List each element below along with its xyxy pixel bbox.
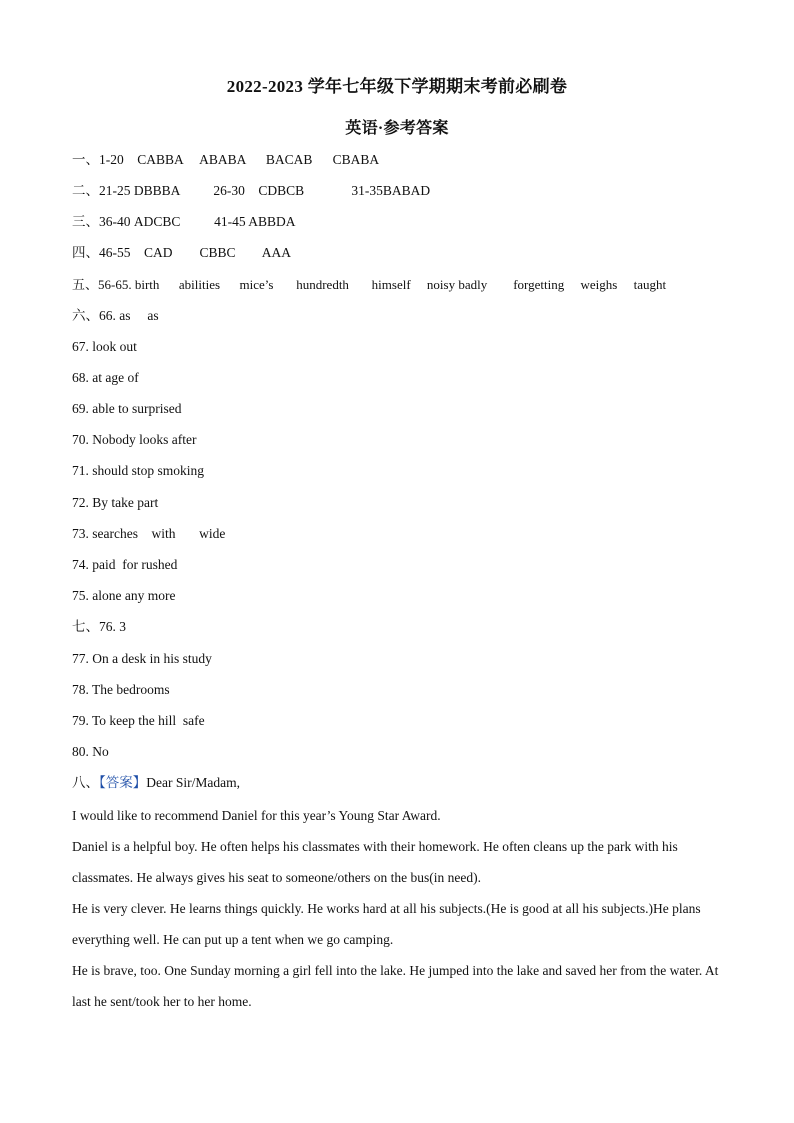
essay-greeting: Dear Sir/Madam, bbox=[146, 775, 240, 790]
essay-paragraph-1: I would like to recommend Daniel for this year’s Young Star Award. bbox=[72, 808, 441, 823]
essay-paragraph-4: He is brave, too. One Sunday morning a girl fell into the lake. He jumped into the lake and saved her from the water. At last he sent/took her to her home. bbox=[72, 963, 719, 1009]
answer-label: 【答案】 bbox=[99, 775, 147, 790]
answer-line-10: 70. Nobody looks after bbox=[72, 432, 197, 447]
answer-line-11: 71. should stop smoking bbox=[72, 463, 205, 478]
essay-paragraph-2: Daniel is a helpful boy. He often helps his classmates with their homework. He often cleans up the park with his classmates. He always gives his seat to someone/others on the bus(in need). bbox=[72, 839, 678, 885]
answer-line-20: 80. No bbox=[72, 744, 109, 759]
answer-line-7: 67. look out bbox=[72, 339, 137, 354]
essay-prefix: 八、 bbox=[72, 775, 99, 790]
answer-line-5: 五、56-65. birth abilities mice’s hundredth himself noisy badly forgetting weighs taught bbox=[72, 277, 667, 292]
answer-line-8: 68. at age of bbox=[72, 370, 139, 385]
answer-line-17: 77. On a desk in his study bbox=[72, 651, 212, 666]
answer-line-14: 74. paid for rushed bbox=[72, 557, 178, 572]
page-subtitle: 英语·参考答案 bbox=[345, 120, 449, 137]
answer-line-15: 75. alone any more bbox=[72, 588, 176, 603]
answer-line-3: 三、36-40 ADCBC 41-45 ABBDA bbox=[72, 214, 296, 229]
answer-line-2: 二、21-25 DBBBA 26-30 CDBCB 31-35BABAD bbox=[72, 183, 431, 198]
essay-heading bbox=[72, 774, 240, 792]
answer-line-6: 六、66. as as bbox=[72, 308, 159, 323]
answer-line-19: 79. To keep the hill safe bbox=[72, 713, 205, 728]
answer-line-4: 四、46-55 CAD CBBC AAA bbox=[72, 245, 292, 260]
answer-line-9: 69. able to surprised bbox=[72, 401, 182, 416]
answer-line-1: 一、1-20 CABBA ABABA BACAB CBABA bbox=[72, 152, 380, 167]
answer-line-13: 73. searches with wide bbox=[72, 526, 226, 541]
answer-line-18: 78. The bedrooms bbox=[72, 682, 170, 697]
essay-paragraph-3: He is very clever. He learns things quickly. He works hard at all his subjects.(He is good at all his subjects.)He plans everything well. He can put up a tent when we go camping. bbox=[72, 901, 701, 947]
answer-line-16: 七、76. 3 bbox=[72, 619, 126, 634]
answer-line-12: 72. By take part bbox=[72, 495, 159, 510]
page-title: 2022-2023 学年七年级下学期期末考前必刷卷 bbox=[226, 77, 568, 96]
